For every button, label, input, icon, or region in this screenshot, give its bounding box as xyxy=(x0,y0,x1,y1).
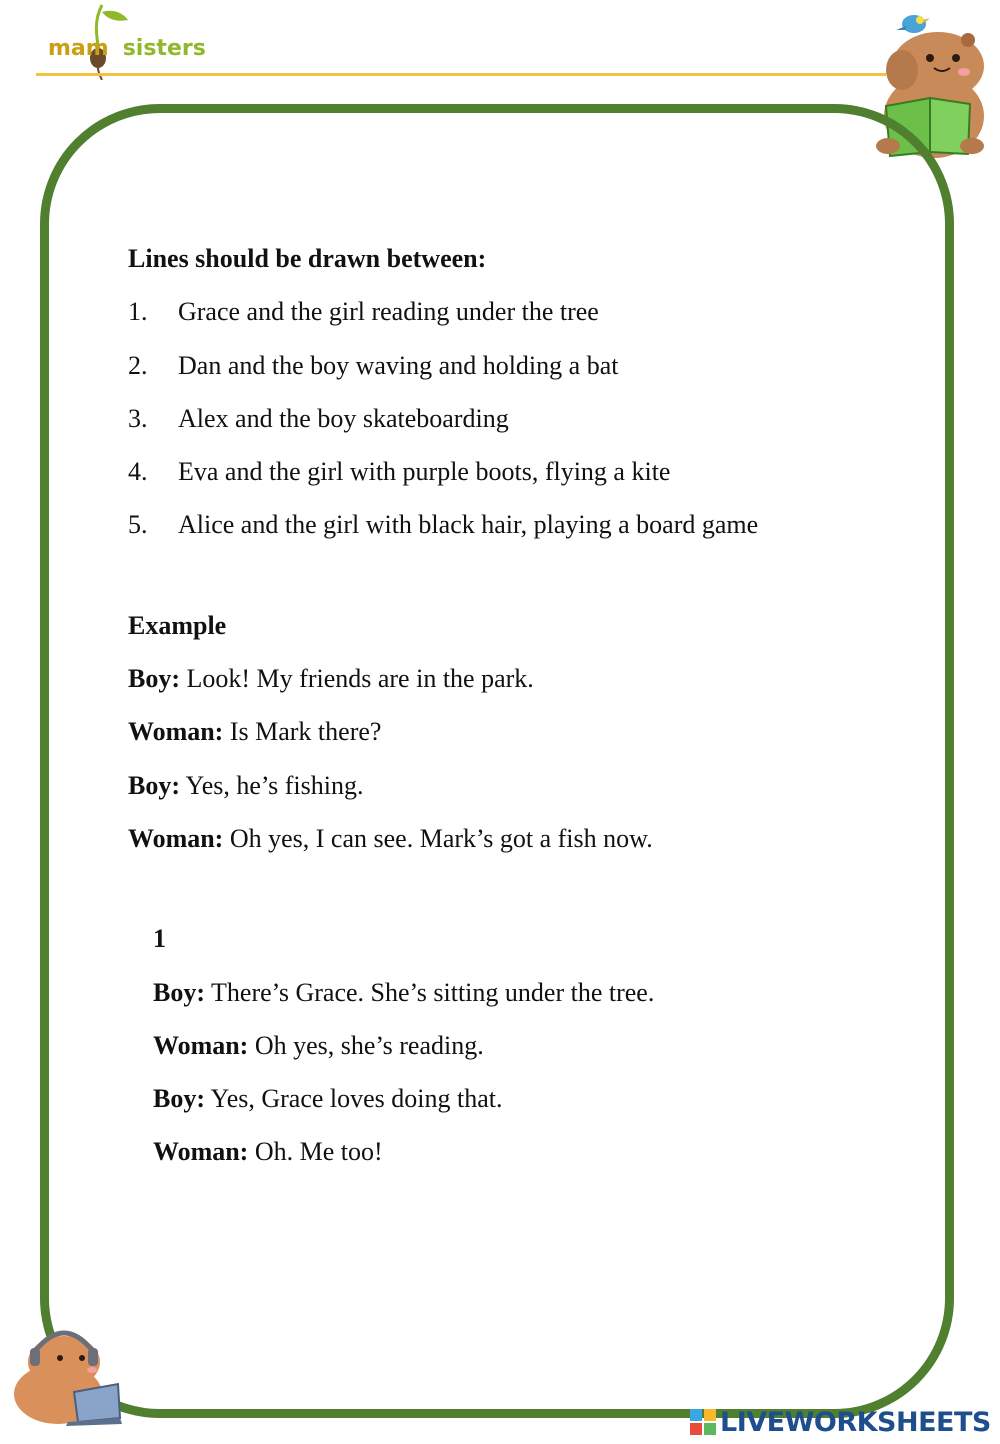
list-item-number: 2. xyxy=(128,350,148,380)
dialogue-line xyxy=(128,652,908,705)
dialogue-text: Oh. Me too! xyxy=(248,1137,383,1167)
dialogue-text: Oh yes, she’s reading. xyxy=(248,1030,484,1060)
dialogue-line xyxy=(153,1072,908,1125)
list-item-text: Alex and the boy skateboarding xyxy=(178,403,509,433)
speaker-label: Boy: xyxy=(153,977,205,1007)
list-item-number: 5. xyxy=(128,510,148,540)
list-item xyxy=(128,392,908,445)
dialogue-line xyxy=(128,759,908,812)
list-item xyxy=(128,339,908,392)
speaker-label: Boy: xyxy=(128,770,180,800)
dialogue-text: There’s Grace. She’s sitting under the tree. xyxy=(205,977,655,1007)
list-item-text: Alice and the girl with black hair, playing a board game xyxy=(178,510,759,540)
list-item-number: 1. xyxy=(128,297,148,327)
list-item-text: Eva and the girl with purple boots, flying a kite xyxy=(178,457,671,487)
capybara-laptop-icon xyxy=(8,1322,126,1426)
list-item xyxy=(128,498,908,551)
list-item-number: 4. xyxy=(128,457,148,487)
logo-text xyxy=(48,36,206,61)
dialogue-line xyxy=(153,1125,908,1178)
speaker-label: Boy: xyxy=(128,664,180,694)
speaker-label: Boy: xyxy=(153,1084,205,1114)
list-item xyxy=(128,445,908,498)
part-1-section xyxy=(128,912,908,1178)
logo-text-part1: mam xyxy=(48,36,109,61)
lines-list xyxy=(128,285,908,551)
dialogue-text: Look! My friends are in the park. xyxy=(180,664,534,694)
example-heading: Example xyxy=(128,610,227,640)
speaker-label: Woman: xyxy=(128,717,224,747)
list-item-text: Grace and the girl reading under the tree xyxy=(178,297,599,327)
speaker-label: Woman: xyxy=(128,823,224,853)
header-divider xyxy=(36,73,886,76)
list-item xyxy=(128,285,908,338)
dialogue-line xyxy=(128,705,908,758)
speaker-label: Woman: xyxy=(153,1030,249,1060)
dialogue-line xyxy=(128,812,908,865)
speaker-label: Woman: xyxy=(153,1137,249,1167)
dialogue-text: Is Mark there? xyxy=(223,717,382,747)
liveworksheets-logo-icon xyxy=(690,1409,716,1435)
dialogue-text: Oh yes, I can see. Mark’s got a fish now. xyxy=(223,823,653,853)
logo-text-part2: sisters xyxy=(122,36,206,61)
lines-heading: Lines should be drawn between: xyxy=(128,244,487,273)
liveworksheets-brand xyxy=(690,1404,991,1440)
liveworksheets-wordmark: LIVEWORKSHEETS xyxy=(720,1406,991,1438)
dialogue-line xyxy=(153,966,908,1019)
dialogue-line xyxy=(153,1019,908,1072)
part-1-heading: 1 xyxy=(153,924,166,954)
list-item-number: 3. xyxy=(128,403,148,433)
list-item-text: Dan and the boy waving and holding a bat xyxy=(178,350,619,380)
dialogue-text: Yes, Grace loves doing that. xyxy=(205,1084,503,1114)
dialogue-text: Yes, he’s fishing. xyxy=(180,770,364,800)
worksheet-content xyxy=(128,232,908,1179)
